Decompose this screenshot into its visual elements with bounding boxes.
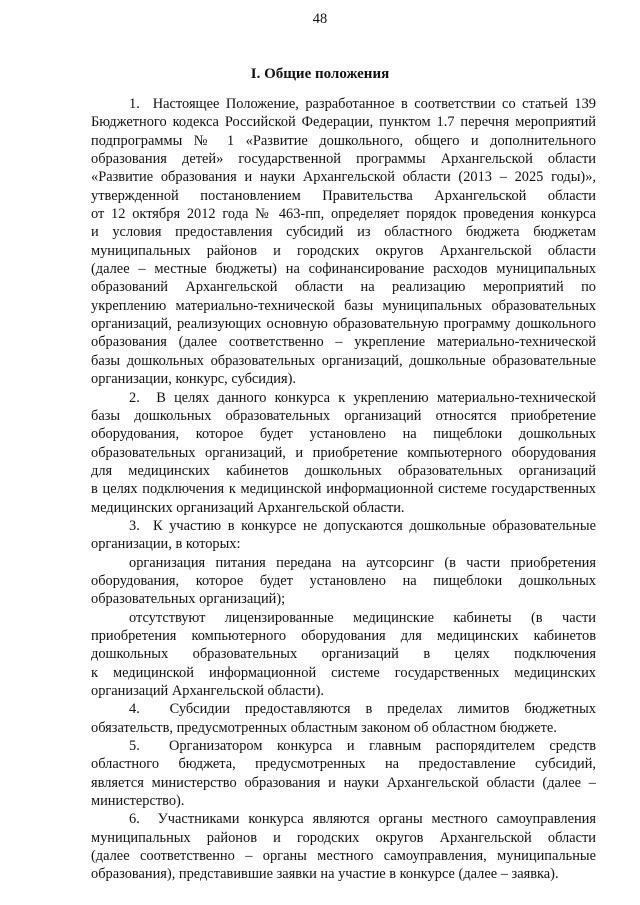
paragraph bbox=[91, 517, 596, 554]
text-line: и условия предоставления субсидий из областного бюджета бюджетам bbox=[91, 224, 596, 241]
text-line: 4. Субсидии предоставляются в пределах лимитов бюджетных bbox=[129, 701, 596, 718]
text-line: подпрограммы № 1 «Развитие дошкольного, общего и дополнительного bbox=[91, 132, 596, 149]
text-line: 5. Организатором конкурса и главным распорядителем средств bbox=[129, 738, 596, 755]
paragraph bbox=[91, 810, 596, 883]
text-line: (далее – местные бюджеты) на софинансирование расходов муниципальных bbox=[91, 261, 596, 278]
text-line: 3. К участию в конкурсе не допускаются дошкольные образовательные bbox=[129, 517, 596, 534]
text-line: образовательных организаций); bbox=[91, 591, 286, 608]
page-number: 48 bbox=[312, 11, 328, 27]
text-line: является министерство образования и науки Архангельской области (далее – bbox=[91, 774, 596, 791]
text-line: оборудования, которое будет установлено на пищеблоки дошкольных bbox=[91, 572, 596, 589]
text-line: муниципальных районов и городских округов Архангельской области bbox=[91, 242, 596, 259]
paragraph bbox=[91, 737, 596, 810]
section-heading: I. Общие положения bbox=[250, 66, 390, 82]
text-line: образований Архангельской области на реализацию мероприятий по bbox=[91, 279, 596, 296]
text-line: приобретения компьютерного оборудования для медицинских кабинетов bbox=[91, 627, 596, 644]
text-line: 6. Участниками конкурса являются органы местного самоуправления bbox=[129, 811, 596, 828]
paragraph bbox=[91, 554, 596, 609]
text-line: образования), представившие заявки на участие в конкурсе (далее – заявка). bbox=[91, 866, 559, 883]
paragraph bbox=[91, 95, 596, 389]
body-text bbox=[91, 95, 596, 884]
paragraph bbox=[91, 389, 596, 517]
text-line: оборудования, которое будет установлено на пищеблоки дошкольных bbox=[91, 426, 596, 443]
text-line: отсутствуют лицензированные медицинские кабинеты (в части bbox=[129, 609, 596, 626]
text-line: организаций Архангельской области). bbox=[91, 683, 325, 699]
text-line: (далее соответственно – органы местного самоуправления, муниципальные bbox=[91, 848, 596, 865]
text-line: базы дошкольных образовательных организаций, дошкольные образовательные bbox=[91, 352, 596, 369]
text-line: образовательных организаций, и приобретение компьютерного оборудования bbox=[91, 444, 596, 461]
text-line: образования детей» государственной программы Архангельской области bbox=[91, 151, 596, 168]
text-line: базы дошкольных образовательных организаций относятся приобретение bbox=[91, 407, 596, 424]
text-line: для медицинских кабинетов дошкольных образовательных организаций bbox=[91, 462, 596, 479]
text-line: муниципальных районов и городских округов Архангельской области bbox=[91, 829, 596, 846]
text-line: медицинских организаций Архангельской области. bbox=[91, 499, 405, 516]
text-line: в целях подключения к медицинской информационной системе государственных bbox=[91, 481, 596, 498]
text-line: 2. В целях данного конкурса к укреплению материально-технической bbox=[129, 389, 596, 406]
text-line: обязательств, предусмотренных областным законом об областном бюджете. bbox=[91, 719, 557, 736]
text-line: организация питания передана на аутсорсинг (в части приобретения bbox=[129, 554, 596, 571]
text-line: 1. Настоящее Положение, разработанное в соответствии со статьей 139 bbox=[129, 96, 596, 112]
text-line: организации, конкурс, субсидия). bbox=[91, 371, 297, 388]
text-line: к медицинской информационной системе государственных медицинских bbox=[91, 664, 596, 681]
text-line: «Развитие образования и науки Архангельской области (2013 – 2025 годы)», bbox=[91, 169, 596, 186]
paragraph bbox=[91, 609, 596, 701]
text-line: Бюджетного кодекса Российской Федерации, пунктом 1.7 перечня мероприятий bbox=[91, 114, 596, 131]
text-line: от 12 октября 2012 года № 463-пп, определяет порядок проведения конкурса bbox=[91, 206, 596, 223]
text-line: утвержденной постановлением Правительства Архангельской области bbox=[91, 187, 596, 204]
text-line: министерство). bbox=[91, 793, 185, 810]
text-line: областного бюджета, предусмотренных на предоставление субсидий, bbox=[91, 756, 596, 773]
text-line: образования (далее соответственно – укрепление материально-технической bbox=[91, 334, 596, 351]
text-line: укреплению материально-технической базы муниципальных образовательных bbox=[91, 297, 596, 314]
text-line: организации, в которых: bbox=[91, 536, 241, 553]
text-line: дошкольных образовательных организаций в целях подключения bbox=[91, 646, 596, 663]
text-line: организаций, реализующих основную образовательную программу дошкольного bbox=[91, 316, 596, 333]
paragraph bbox=[91, 700, 596, 737]
